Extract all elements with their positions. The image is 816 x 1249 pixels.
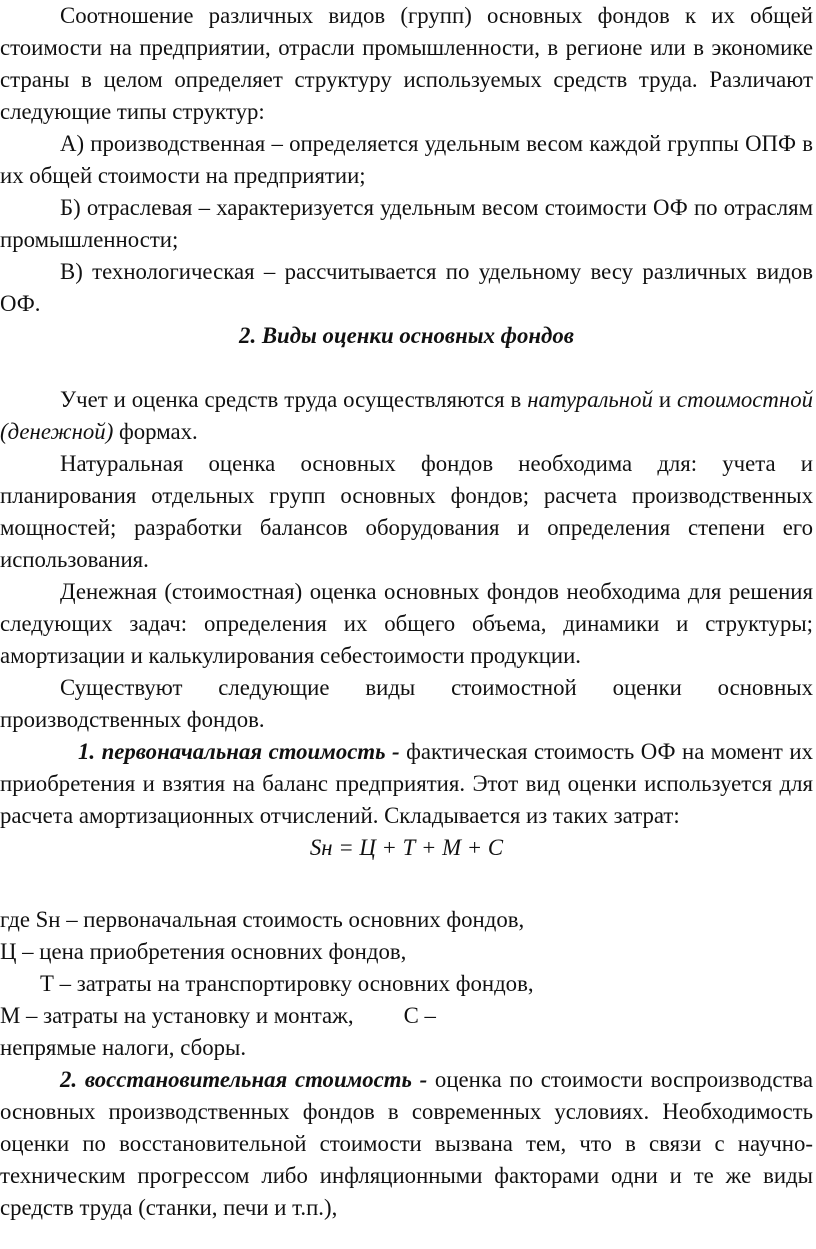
item-title: 1. первоначальная стоимость - bbox=[78, 739, 400, 764]
legend-line: Ц – цена приобретения основних фондов, bbox=[0, 939, 407, 964]
list-item-technological-structure: В) технологическая – рассчитывается по удельному весу различных видов ОФ. bbox=[0, 259, 813, 316]
item-replacement-cost bbox=[0, 1064, 813, 1224]
legend-line: Т – затраты на транспортировку основних фондов, bbox=[40, 971, 534, 996]
legend-part: М – затраты на установку и монтаж, bbox=[0, 1003, 354, 1028]
item-text: оценка по стоимости воспроизводства основных производственных фондов в современных условиях. Необходимость оценки по восстановительной стоимости вызвана тем, что в связи с научно-техническим прогрессом либо инфляционными факторами одни и те же виды средств труда (станки, печи и т.п.), bbox=[0, 1067, 813, 1220]
item-title: 2. восстановительная стоимость - bbox=[60, 1067, 428, 1092]
text-part: и bbox=[652, 387, 677, 412]
item-text: фактическая стоимость ОФ на момент их приобретения и взятия на баланс предприятия. Этот вид оценки используется для расчета амортизационных отчислений. Складывается из таких затрат: bbox=[0, 739, 813, 828]
list-item-industry-structure: Б) отраслевая – характеризуется удельным весом стоимости ОФ по отраслям промышленности; bbox=[0, 195, 813, 252]
formula: Sн = Ц + Т + М + С bbox=[309, 835, 504, 860]
paragraph-money-valuation: Денежная (стоимостная) оценка основных фондов необходима для решения следующих задач: определения их общего объема, динамики и структуры; амортизации и калькулирования себестоимости продукции. bbox=[0, 579, 813, 668]
legend-line bbox=[0, 1000, 813, 1032]
section-heading: 2. Виды оценки основных фондов bbox=[239, 323, 574, 348]
text-part: формах. bbox=[113, 419, 198, 444]
paragraph-structure-intro: Соотношение различных видов (групп) основных фондов к их общей стоимости на предприятии, отрасли промышленности, в регионе или в экономике страны в целом определяет структуру используемых средств труда. Различают следующие типы структур: bbox=[0, 3, 813, 124]
text-part: Учет и оценка средств труда осуществляются в bbox=[60, 387, 528, 412]
term-natural: натуральной bbox=[527, 387, 653, 412]
legend-line: непрямые налоги, сборы. bbox=[0, 1035, 247, 1060]
legend-part: С – bbox=[403, 1003, 436, 1028]
list-item-production-structure: А) производственная – определяется удельным весом каждой группы ОПФ в их общей стоимости на предприятии; bbox=[0, 131, 813, 188]
item-initial-cost bbox=[0, 736, 813, 832]
paragraph-valuation-types: Существуют следующие виды стоимостной оценки основных производственных фондов. bbox=[0, 675, 813, 732]
legend-line: где Sн – первоначальная стоимость основних фондов, bbox=[0, 907, 525, 932]
paragraph-natural-valuation: Натуральная оценка основных фондов необходима для: учета и планирования отдельных групп основных фондов; расчета производственных мощностей; разработки балансов оборудования и определения степени его использования. bbox=[0, 451, 813, 572]
term-cost: стоимостной (денежной) bbox=[0, 387, 813, 444]
paragraph-accounting-forms bbox=[0, 384, 813, 448]
